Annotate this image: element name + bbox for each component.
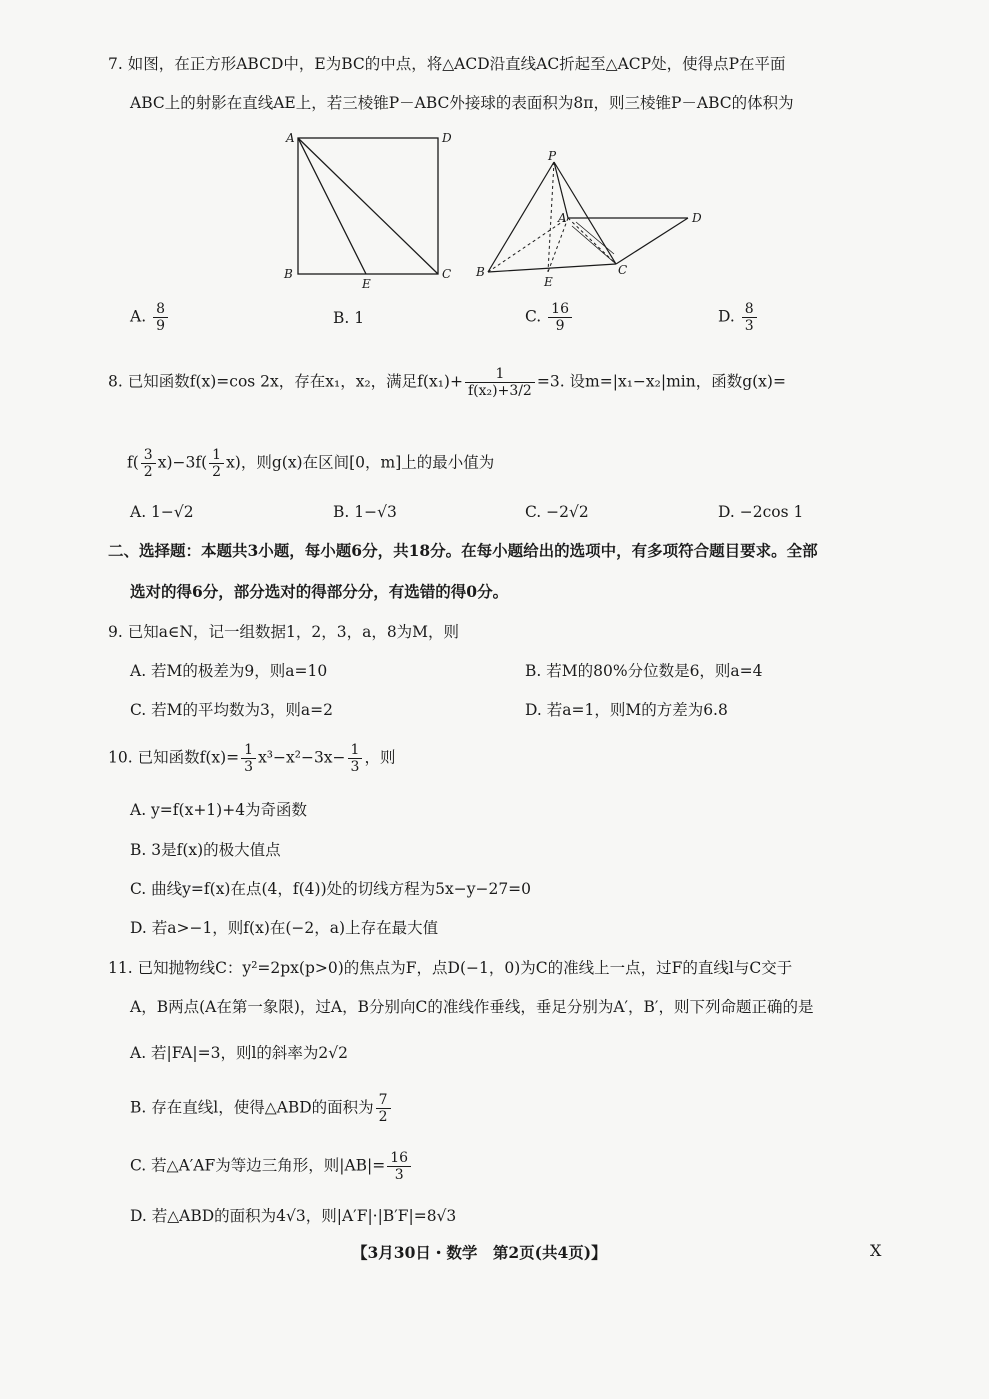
fig2-label-c: C bbox=[618, 263, 628, 277]
footer-mark: X bbox=[870, 1241, 882, 1260]
q8-option-c[interactable]: C. −2√2 bbox=[525, 503, 589, 521]
fig1-label-b: B bbox=[284, 267, 293, 281]
q10-stem-b: x³−x²−3x− bbox=[258, 748, 346, 767]
fig1-label-c: C bbox=[442, 267, 452, 281]
fig2-label-p: P bbox=[548, 149, 557, 163]
q8-frac3-den: 2 bbox=[212, 464, 222, 480]
q8-frac1-den: f(x₂)+3/2 bbox=[467, 383, 532, 399]
q8-line1 bbox=[108, 366, 786, 399]
section2-line2: 选对的得6分，部分选对的得部分分，有选错的得0分。 bbox=[130, 582, 509, 601]
q9-option-b[interactable]: B. 若M的80%分位数是6，则a=4 bbox=[525, 662, 763, 680]
q11-line2: A，B两点(A在第一象限)，过A，B分别向C的准线作垂线，垂足分别为A′，B′，则下列命题正确的是 bbox=[130, 998, 814, 1016]
q8-option-a[interactable]: A. 1−√2 bbox=[130, 503, 194, 521]
q7-option-d[interactable] bbox=[718, 301, 759, 334]
q11-option-b-den: 2 bbox=[378, 1109, 388, 1125]
q7-line1: 7. 如图，在正方形ABCD中，E为BC的中点，将△ACD沿直线AC折起至△ACP处，使得点P在平面 bbox=[108, 55, 786, 73]
q8-frac2 bbox=[141, 447, 156, 480]
q9-option-c[interactable]: C. 若M的平均数为3，则a=2 bbox=[130, 701, 333, 719]
q10-stem bbox=[108, 742, 395, 775]
q7-option-a-frac bbox=[153, 301, 168, 334]
q8-frac1 bbox=[465, 366, 535, 399]
q8-frac1-num: 1 bbox=[465, 366, 535, 383]
q7-option-b[interactable] bbox=[333, 308, 364, 328]
q11-line1: 11. 已知抛物线C：y²=2px(p>0)的焦点为F，点D(−1，0)为C的准线上一点，过F的直线l与C交于 bbox=[108, 959, 793, 977]
q8-line1-a: 8. 已知函数f(x)=cos 2x，存在x₁，x₂，满足f(x₁)+ bbox=[108, 372, 463, 391]
q7-option-a[interactable] bbox=[130, 301, 170, 334]
q10-stem-c: ，则 bbox=[364, 748, 396, 767]
q8-frac3 bbox=[209, 447, 224, 480]
q7-option-d-frac bbox=[742, 301, 757, 334]
q8-frac2-den: 2 bbox=[143, 464, 153, 480]
q11-option-b[interactable] bbox=[130, 1092, 393, 1125]
q7-option-c-letter: C. bbox=[525, 307, 542, 326]
q10-stem-a: 10. 已知函数f(x)= bbox=[108, 748, 240, 767]
q10-option-c[interactable]: C. 曲线y=f(x)在点(4，f(4))处的切线方程为5x−y−27=0 bbox=[130, 880, 532, 898]
q7-option-a-letter: A. bbox=[130, 307, 147, 326]
q11-option-c-den: 3 bbox=[394, 1167, 404, 1183]
q11-option-a[interactable]: A. 若|FA|=3，则l的斜率为2√2 bbox=[130, 1044, 348, 1062]
q8-option-b[interactable]: B. 1−√3 bbox=[333, 503, 397, 521]
q11-option-c-frac bbox=[387, 1150, 411, 1183]
fig2-label-d: D bbox=[692, 211, 702, 225]
q8-line2-a: f( bbox=[127, 453, 139, 472]
q10-frac-b-den: 3 bbox=[350, 759, 360, 775]
fig1-label-a: A bbox=[286, 131, 295, 145]
q11-option-c-text: C. 若△A′AF为等边三角形，则|AB|= bbox=[130, 1156, 386, 1175]
q8-line1-b: =3. 设m=|x₁−x₂|min，函数g(x)= bbox=[536, 372, 786, 391]
q11-option-d[interactable]: D. 若△ABD的面积为4√3，则|A′F|·|B′F|=8√3 bbox=[130, 1207, 457, 1225]
q8-frac2-num: 3 bbox=[141, 447, 156, 464]
q7-option-c[interactable] bbox=[525, 301, 574, 334]
q10-frac-a bbox=[241, 742, 256, 775]
q7-option-d-den: 3 bbox=[744, 318, 754, 334]
fig2-label-e: E bbox=[544, 275, 553, 288]
q8-line2-b: x)−3f( bbox=[157, 453, 208, 472]
q11-option-c-num: 16 bbox=[387, 1150, 411, 1167]
q11-option-b-frac bbox=[376, 1092, 391, 1125]
fig1-label-e: E bbox=[362, 277, 371, 288]
q10-frac-a-num: 1 bbox=[241, 742, 256, 759]
section2-line1: 二、选择题：本题共3小题，每小题6分，共18分。在每小题给出的选项中，有多项符合题目要求。全部 bbox=[108, 541, 818, 560]
q10-frac-b-num: 1 bbox=[348, 742, 363, 759]
q7-option-b-text: 1 bbox=[354, 309, 365, 327]
fig2-label-a: A bbox=[558, 211, 567, 225]
q7-option-d-letter: D. bbox=[718, 307, 735, 326]
q9-option-a[interactable]: A. 若M的极差为9，则a=10 bbox=[130, 662, 328, 680]
q11-option-b-text: B. 存在直线l，使得△ABD的面积为 bbox=[130, 1098, 374, 1117]
q7-figure-pyramid bbox=[474, 146, 714, 288]
q7-option-c-frac bbox=[548, 301, 572, 334]
q7-option-d-num: 8 bbox=[742, 301, 757, 318]
q8-frac3-num: 1 bbox=[209, 447, 224, 464]
q11-option-c[interactable] bbox=[130, 1150, 413, 1183]
q7-figure-square bbox=[280, 128, 460, 288]
q9-stem: 9. 已知a∈N，记一组数据1，2，3，a，8为M，则 bbox=[108, 623, 460, 641]
fig2-label-b: B bbox=[476, 265, 485, 279]
q10-frac-b bbox=[348, 742, 363, 775]
q7-option-b-letter: B. bbox=[333, 309, 350, 327]
q10-frac-a-den: 3 bbox=[244, 759, 254, 775]
q11-option-b-num: 7 bbox=[376, 1092, 391, 1109]
q10-option-a[interactable]: A. y=f(x+1)+4为奇函数 bbox=[130, 801, 308, 819]
q7-option-c-den: 9 bbox=[555, 318, 565, 334]
q7-option-a-den: 9 bbox=[156, 318, 165, 334]
q7-option-a-num: 8 bbox=[153, 301, 168, 318]
q8-line2-c: x)，则g(x)在区间[0，m]上的最小值为 bbox=[226, 453, 495, 472]
q10-option-d[interactable]: D. 若a>−1，则f(x)在(−2，a)上存在最大值 bbox=[130, 919, 439, 937]
page-footer: 【3月30日・数学 第2页(共4页)】 bbox=[352, 1243, 607, 1262]
fig1-label-d: D bbox=[442, 131, 452, 145]
q7-line2: ABC上的射影在直线AE上，若三棱锥P－ABC外接球的表面积为8π，则三棱锥P－ABC的体积为 bbox=[130, 94, 794, 112]
q9-option-d[interactable]: D. 若a=1，则M的方差为6.8 bbox=[525, 701, 728, 719]
q7-option-c-num: 16 bbox=[548, 301, 572, 318]
q8-option-d[interactable]: D. −2cos 1 bbox=[718, 503, 804, 521]
q10-option-b[interactable]: B. 3是f(x)的极大值点 bbox=[130, 841, 281, 859]
q8-line2 bbox=[127, 447, 494, 480]
